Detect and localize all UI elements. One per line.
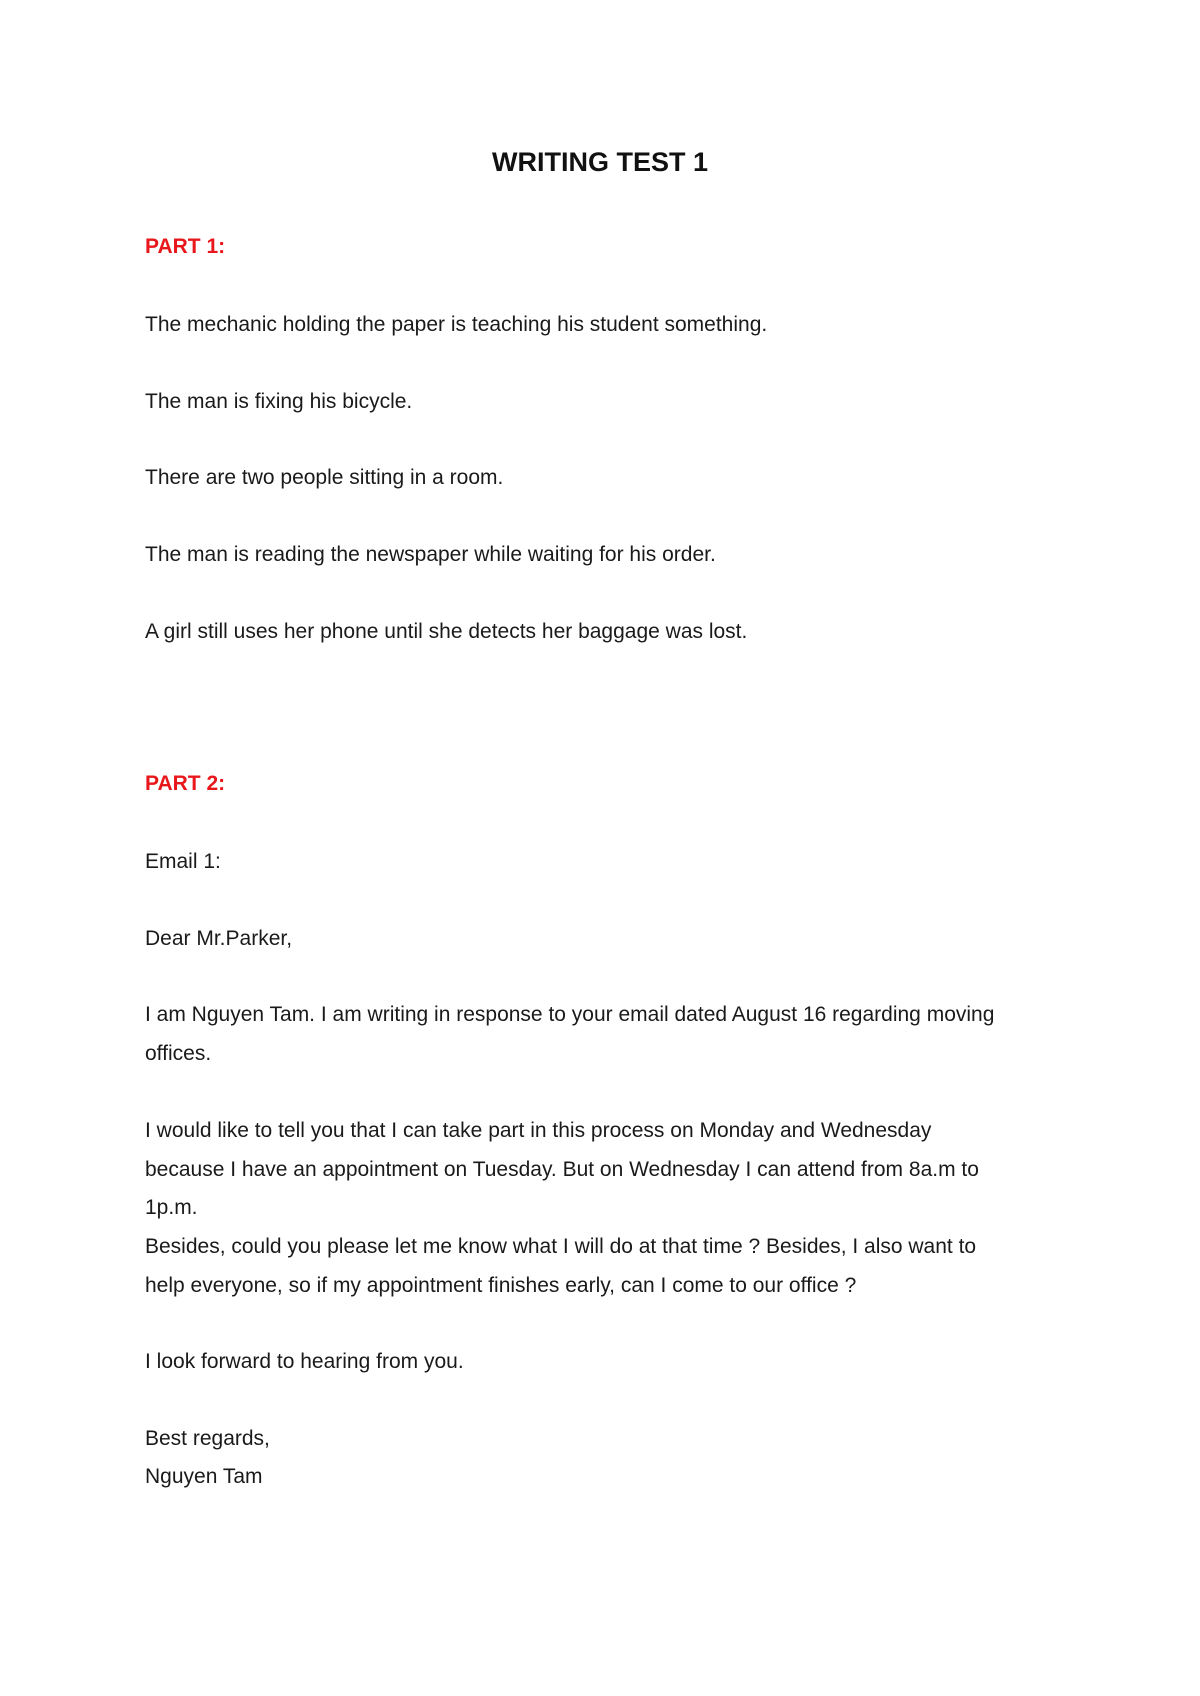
part1-sentence: The mechanic holding the paper is teaching his student something. <box>145 313 768 336</box>
email-paragraph-line: because I have an appointment on Tuesday. But on Wednesday I can attend from 8a.m to <box>145 1158 979 1181</box>
part1-sentence: A girl still uses her phone until she detects her baggage was lost. <box>145 620 748 643</box>
email-sign-off: Best regards, <box>145 1427 270 1450</box>
part1-sentence: There are two people sitting in a room. <box>145 466 504 489</box>
email-paragraph-line: I would like to tell you that I can take part in this process on Monday and Wednesday <box>145 1119 932 1142</box>
part1-sentence: The man is reading the newspaper while waiting for his order. <box>145 543 716 566</box>
document-title: WRITING TEST 1 <box>492 147 708 177</box>
email-signature: Nguyen Tam <box>145 1465 263 1488</box>
part1-heading: PART 1: <box>145 235 226 258</box>
email-greeting: Dear Mr.Parker, <box>145 927 293 950</box>
part1-sentence: The man is fixing his bicycle. <box>145 390 413 413</box>
part2-heading: PART 2: <box>145 772 226 795</box>
email-paragraph-line: Besides, could you please let me know what I will do at that time ? Besides, I also want to <box>145 1235 977 1258</box>
email-paragraph-line: offices. <box>145 1042 212 1065</box>
email-closing-line: I look forward to hearing from you. <box>145 1350 464 1373</box>
email-paragraph-line: help everyone, so if my appointment finishes early, can I come to our office ? <box>145 1274 857 1297</box>
email-paragraph-line: I am Nguyen Tam. I am writing in response to your email dated August 16 regarding moving <box>145 1003 995 1026</box>
email-label: Email 1: <box>145 850 221 873</box>
email-paragraph-line: 1p.m. <box>145 1196 198 1219</box>
